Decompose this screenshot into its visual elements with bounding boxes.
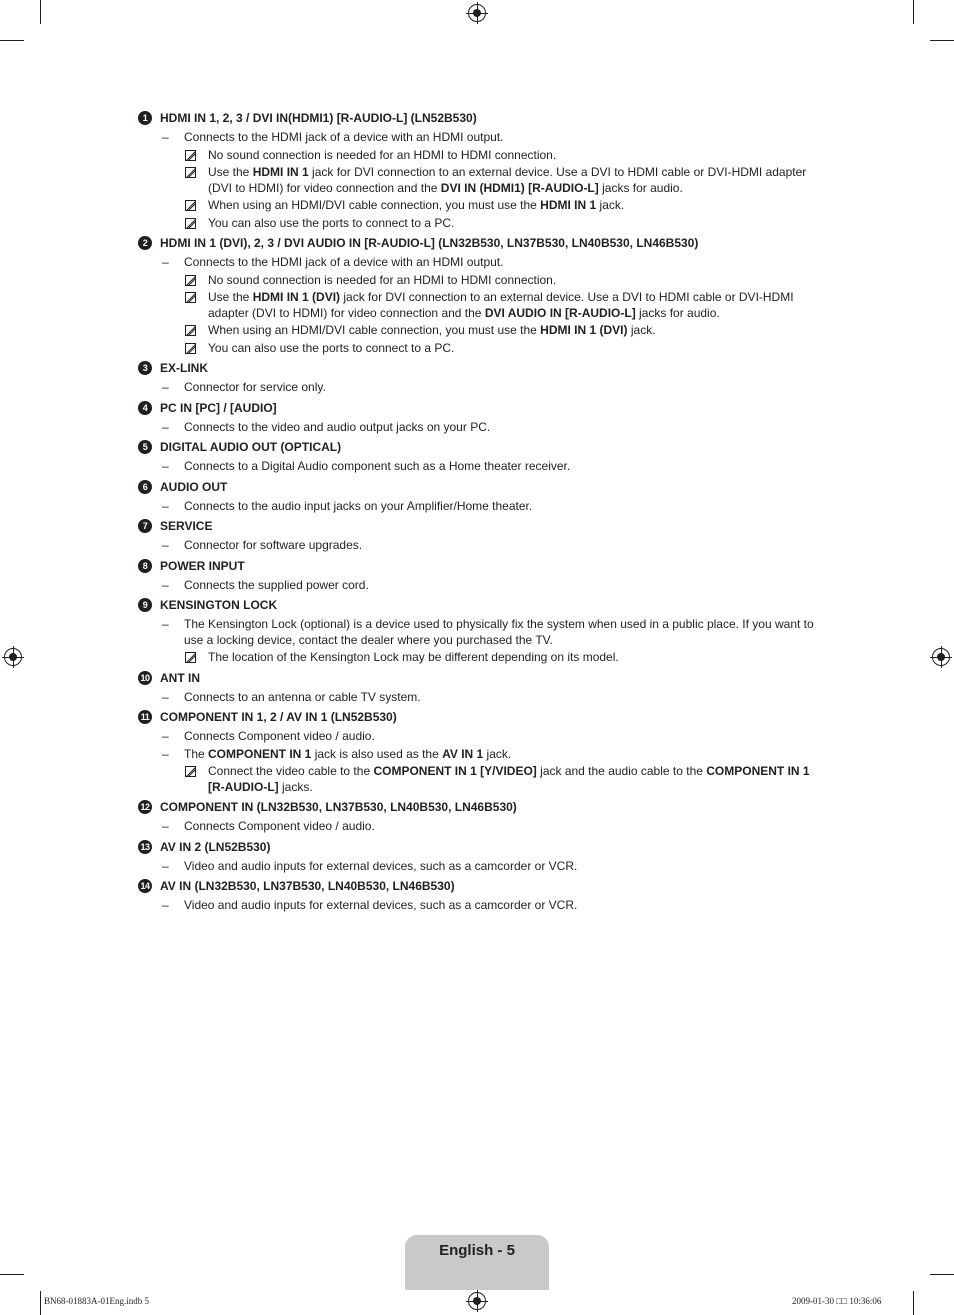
number-badge-icon: 8: [138, 559, 152, 573]
connector-heading: [138, 360, 828, 378]
connector-title: COMPONENT IN (LN32B530, LN37B530, LN40B530, LN46B530): [160, 800, 517, 814]
text-run: The: [184, 746, 209, 761]
connector-section: [138, 597, 828, 666]
text-run: Connect the video cable to the: [208, 764, 374, 778]
number-badge-icon: 5: [138, 440, 152, 454]
connector-section: [138, 479, 828, 515]
connector-description: [138, 499, 828, 515]
dash-bullet: –: [162, 419, 169, 434]
number-badge-icon: 1: [138, 111, 152, 125]
text-run: You can also use the ports to connect to a PC.: [208, 340, 455, 355]
dash-bullet: –: [162, 898, 169, 912]
bold-text: DVI AUDIO IN [R-AUDIO-L]: [484, 305, 636, 320]
connector-description: [138, 690, 828, 706]
crop-mark: [913, 0, 914, 24]
dash-bullet: –: [162, 819, 169, 833]
connector-heading: [138, 709, 828, 727]
connector-section: [138, 110, 828, 231]
connector-description: [138, 420, 828, 436]
text-run: Use the: [208, 165, 253, 179]
number-badge-icon: 7: [138, 519, 152, 533]
description-text: Connects to a Digital Audio component such as a Home theater receiver.: [184, 459, 571, 473]
text-run: jack.: [596, 198, 625, 212]
crop-mark: [913, 1291, 914, 1315]
connector-heading: [138, 439, 828, 457]
description-text: Connector for software upgrades.: [184, 538, 363, 552]
text-run: jack is also used as the: [311, 746, 443, 761]
crop-mark: [40, 1291, 41, 1315]
connector-description: [138, 729, 828, 745]
connector-heading: [138, 558, 828, 576]
description-text: Connects to an antenna or cable TV system.: [184, 689, 421, 704]
connector-section: [138, 670, 828, 706]
connector-title: HDMI IN 1 (DVI), 2, 3 / DVI AUDIO IN [R-AUDIO-L] (LN32B530, LN37B530, LN40B530, LN46B530): [160, 236, 699, 250]
connector-section: [138, 558, 828, 594]
note-icon: [185, 343, 196, 354]
description-text: Connects the supplied power cord.: [184, 577, 369, 592]
text-run: jack for DVI connection to an external device. Use a DVI to HDMI cable or DVI-HDMI adapter (DVI to HDMI) for video connection and the: [208, 290, 794, 320]
note-item: [138, 341, 828, 357]
print-slug-timestamp: 2009-01-30 □□ 10:36:06: [792, 1296, 882, 1306]
number-badge-icon: 10: [138, 671, 152, 685]
connector-description: [138, 578, 828, 594]
note-item: [138, 323, 828, 339]
connector-description: [138, 819, 828, 835]
crop-mark: [930, 40, 954, 41]
bold-text: COMPONENT IN 1 [Y/VIDEO]: [373, 764, 537, 778]
connector-title: KENSINGTON LOCK: [160, 598, 278, 612]
connector-title: PC IN [PC] / [AUDIO]: [160, 400, 277, 415]
text-run: Use the: [208, 290, 253, 304]
text-run: No sound connection is needed for an HDMI to HDMI connection.: [208, 147, 557, 162]
note-icon: [185, 200, 196, 211]
connector-description: [138, 255, 828, 271]
number-badge-icon: 13: [138, 840, 152, 854]
description-text: Video and audio inputs for external devices, such as a camcorder or VCR.: [184, 898, 578, 912]
registration-mark-icon: [932, 648, 950, 666]
text-run: jack and the audio cable to the: [536, 764, 707, 778]
dash-bullet: –: [162, 459, 169, 473]
text-run: jacks.: [278, 779, 313, 794]
connector-description: [138, 130, 828, 146]
note-icon: [185, 766, 196, 777]
connector-title: AV IN (LN32B530, LN37B530, LN40B530, LN46B530): [160, 879, 455, 893]
crop-mark: [40, 0, 41, 24]
text-run: jacks for audio.: [635, 305, 720, 320]
page-number-label: English - 5: [439, 1242, 515, 1259]
connector-description: [138, 538, 828, 554]
bold-text: COMPONENT IN 1 [R-AUDIO-L]: [208, 764, 810, 794]
connector-description: [138, 898, 828, 914]
note-icon: [185, 275, 196, 286]
connector-description: [138, 459, 828, 475]
crop-mark: [930, 1274, 954, 1275]
connector-title: AUDIO OUT: [160, 479, 228, 494]
bold-text: HDMI IN 1 (DVI): [252, 290, 341, 304]
note-item: [138, 198, 828, 214]
bold-text: AV IN 1: [442, 746, 484, 761]
note-item: [138, 216, 828, 232]
dash-bullet: –: [162, 689, 169, 704]
dash-bullet: –: [162, 538, 169, 552]
registration-mark-icon: [468, 1292, 486, 1310]
connector-title: POWER INPUT: [160, 558, 245, 573]
number-badge-icon: 14: [138, 879, 152, 893]
connector-heading: [138, 110, 828, 128]
bold-text: HDMI IN 1: [540, 198, 597, 212]
dash-bullet: –: [162, 729, 169, 743]
dash-bullet: –: [162, 380, 169, 394]
crop-mark: [0, 40, 24, 41]
connector-heading: [138, 597, 828, 615]
bold-text: HDMI IN 1 (DVI): [540, 323, 628, 337]
description-text: The Kensington Lock (optional) is a device used to physically fix the system when used in a public place. If you want to use a locking device, contact the dealer where you purchased the TV.: [184, 617, 814, 647]
connector-heading: [138, 839, 828, 857]
description-text: Connects to the audio input jacks on your Amplifier/Home theater.: [184, 498, 533, 513]
connector-heading: [138, 235, 828, 253]
number-badge-icon: 2: [138, 236, 152, 250]
dash-bullet: –: [162, 617, 169, 631]
connector-section: [138, 439, 828, 475]
dash-bullet: –: [162, 498, 169, 513]
connector-title: AV IN 2 (LN52B530): [160, 839, 271, 854]
dash-bullet: –: [162, 577, 169, 592]
description-text: Video and audio inputs for external devices, such as a camcorder or VCR.: [184, 858, 578, 873]
connector-title: ANT IN: [160, 670, 200, 685]
note-icon: [185, 150, 196, 161]
connector-heading: [138, 670, 828, 688]
connector-title: COMPONENT IN 1, 2 / AV IN 1 (LN52B530): [160, 710, 397, 724]
connector-heading: [138, 518, 828, 536]
dash-bullet: –: [162, 858, 169, 873]
connector-description: [138, 859, 828, 875]
dash-bullet: –: [162, 130, 169, 144]
connector-heading: [138, 799, 828, 817]
bold-text: COMPONENT IN 1: [208, 746, 312, 761]
note-item: [138, 273, 828, 289]
dash-bullet: –: [162, 255, 169, 269]
registration-mark-icon: [4, 648, 22, 666]
number-badge-icon: 4: [138, 401, 152, 415]
description-text: Connects to the video and audio output jacks on your PC.: [184, 419, 491, 434]
description-text: Connects to the HDMI jack of a device with an HDMI output.: [184, 255, 504, 269]
connector-heading: [138, 878, 828, 896]
text-run: No sound connection is needed for an HDMI to HDMI connection.: [208, 272, 557, 287]
connector-section: [138, 799, 828, 835]
note-icon: [185, 167, 196, 178]
connector-description: [138, 617, 828, 648]
bold-text: DVI IN (HDMI1) [R-AUDIO-L]: [440, 180, 599, 195]
note-icon: [185, 292, 196, 303]
note-icon: [185, 325, 196, 336]
connector-title: SERVICE: [160, 519, 213, 533]
connector-title: HDMI IN 1, 2, 3 / DVI IN(HDMI1) [R-AUDIO-L] (LN52B530): [160, 111, 477, 125]
print-slug-filename: BN68-01883A-01Eng.indb 5: [44, 1296, 149, 1306]
number-badge-icon: 9: [138, 598, 152, 612]
note-icon: [185, 652, 196, 663]
connector-title: EX-LINK: [160, 361, 208, 375]
text-run: jack.: [483, 746, 512, 761]
description-text: Connects Component video / audio.: [184, 819, 375, 833]
connector-title: DIGITAL AUDIO OUT (OPTICAL): [160, 440, 342, 454]
description-text: Connector for service only.: [184, 380, 326, 394]
connector-heading: [138, 400, 828, 418]
note-item: [138, 650, 828, 666]
connector-description: [138, 380, 828, 396]
note-item: [138, 290, 828, 321]
number-badge-icon: 3: [138, 361, 152, 375]
description-text: Connects to the HDMI jack of a device with an HDMI output.: [184, 130, 504, 144]
bold-text: HDMI IN 1: [252, 165, 309, 179]
note-item: [138, 148, 828, 164]
connector-section: [138, 400, 828, 436]
text-run: When using an HDMI/DVI cable connection, you must use the: [208, 323, 541, 337]
text-run: jacks for audio.: [598, 180, 683, 195]
number-badge-icon: 6: [138, 480, 152, 494]
number-badge-icon: 11: [138, 710, 152, 724]
text-run: jack.: [627, 323, 656, 337]
connector-description-list: [138, 110, 828, 918]
connector-section: [138, 878, 828, 914]
registration-mark-icon: [468, 4, 486, 22]
text-run: When using an HDMI/DVI cable connection, you must use the: [208, 198, 541, 212]
note-icon: [185, 218, 196, 229]
connector-heading: [138, 479, 828, 497]
connector-section: [138, 839, 828, 875]
text-run: The location of the Kensington Lock may be different depending on its model.: [208, 650, 619, 664]
text-run: You can also use the ports to connect to a PC.: [208, 215, 455, 230]
number-badge-icon: 12: [138, 800, 152, 814]
connector-section: [138, 360, 828, 396]
text-run: jack for DVI connection to an external device. Use a DVI to HDMI cable or DVI-HDMI adapter (DVI to HDMI) for video connection and the: [208, 165, 807, 195]
connector-section: [138, 518, 828, 554]
note-item: [138, 764, 828, 795]
connector-section: [138, 235, 828, 356]
note-item: [138, 165, 828, 196]
description-text: Connects Component video / audio.: [184, 729, 375, 743]
connector-description: [138, 747, 828, 763]
crop-mark: [0, 1274, 24, 1275]
dash-bullet: –: [162, 746, 169, 761]
connector-section: [138, 709, 828, 795]
